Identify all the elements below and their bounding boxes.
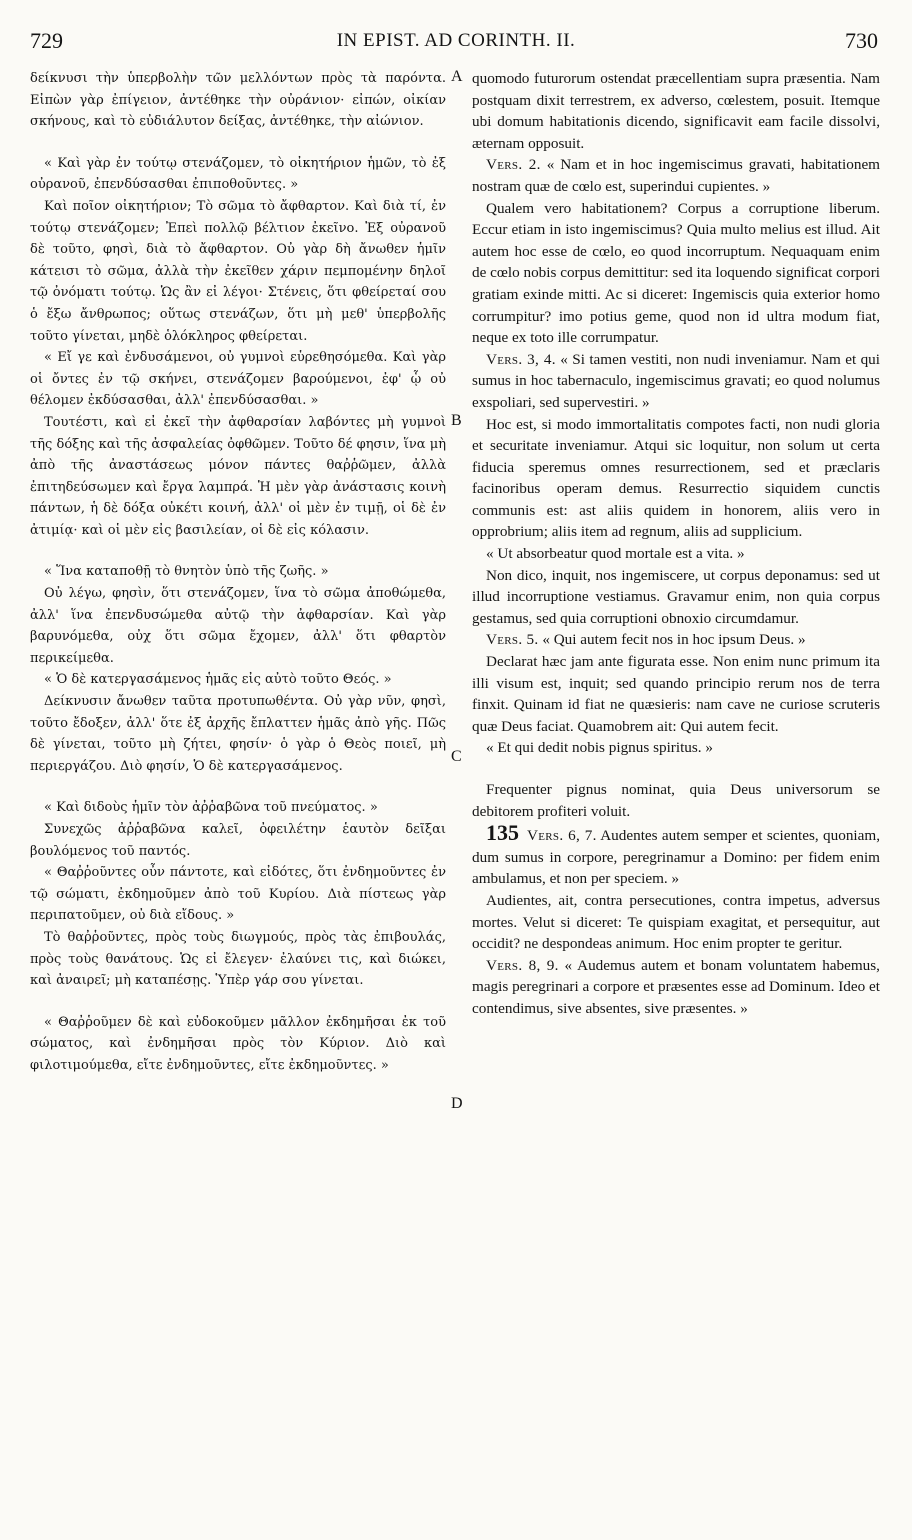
latin-column	[472, 68, 880, 1518]
greek-paragraph: δείκνυσι τὴν ὑπερβολὴν τῶν μελλόντων πρὸς τὰ παρόντα. Εἰπὼν γὰρ ἐπίγειον, ἀντέθηκε τὴν οὐράνιον· εἰπών, οἰκίαν σκήνους, καὶ τὸ εὐδιάλυτον δείξας, ἀντέθηκε, τὴν αἰώνιον.	[30, 71, 446, 130]
greek-scripture-quote: « Θαῤῥοῦμεν δὲ καὶ εὐδοκοῦμεν μᾶλλον ἐκδημῆσαι ἐκ τοῦ σώματος, καὶ ἐνδημῆσαι πρὸς τὸν Κύριον. Διὸ καὶ φιλοτιμούμεθα, εἴτε ἐνδημοῦντες, εἴτε ἐκδημοῦντες. »	[30, 1014, 446, 1073]
latin-verse-2	[472, 154, 880, 197]
greek-paragraph: Συνεχῶς ἀῤῥαβῶνα καλεῖ, ὀφειλέτην ἑαυτὸν δεῖξαι βουλόμενος τοῦ παντός.	[30, 822, 446, 859]
verse-label: Vers. 3, 4.	[486, 350, 556, 368]
verse-text: « Si tamen vestiti, non nudi inveniamur. Nam et qui sumus in hoc tabernaculo, ingemiscimus gravati; eo quod nolumus exspoliari, sed supervestiri. »	[472, 350, 880, 411]
verse-label: Vers. 5.	[486, 631, 539, 649]
running-title: IN EPIST. AD CORINTH. II.	[336, 30, 576, 51]
verse-label: Vers. 8, 9.	[486, 956, 559, 974]
latin-paragraph: quomodo futurorum ostendat præcellentiam supra præsentia. Nam postquam dixit terrestrem, ex adverso, cœlestem, posuit. Itemque ubi domum habitationis dicendo, significavit eam facile dissolvi, æternam opposuit.	[472, 70, 880, 152]
latin-paragraph: Hoc est, si modo immortalitatis compotes facti, non nudi gloria et securitate inveniamur. Atqui sic loquitur, non solum ut certa fiducia speremus omnes resurrectionem, sed et præclaris facinoribus operam demus. Resurrectio siquidem cunctis communis est: ast aliis quidem in honorem, aliis vero in opprobrium; aliis item ad regnum, aliis ad supplicium.	[472, 415, 880, 541]
verse-text: « Nam et in hoc ingemiscimus gravati, habitationem nostram quæ de cœlo est, superindui cupientes. »	[472, 156, 880, 195]
greek-paragraph: Οὐ λέγω, φησὶν, ὅτι στενάζομεν, ἵνα τὸ σῶμα ἀποθώμεθα, ἀλλ' ἵνα ἐπενδυσώμεθα αὐτῷ τὴν ἀφθαρσίαν. Καὶ γὰρ βαρυνόμεθα, οὐχ ὅτι σῶμα ἔχομεν, ἀλλ' ὅτι φθαρτὸν περικείμεθα.	[30, 586, 446, 666]
verse-label: Vers. 2.	[486, 156, 541, 174]
latin-paragraph: Audientes, ait, contra persecutiones, contra impetus, adversus mortes. Velut si diceret: Te quispiam exagitat, et persequitur, aut occidit? ne despondeas animum. Hoc enim propter te geritur.	[472, 891, 880, 953]
latin-paragraph: Qualem vero habitationem? Corpus a corruptione liberum. Eccur etiam in isto ingemiscimus? Quia multo melius est illud. Ait autem hoc esse de cœlo, eo quod incorruptum. Nequaquam enim de cœlo nobis corpus demittitur: sed ita loquendo significat corpori gratiam exinde mitti. Ac si diceret: Ingemiscis quia exterior homo corrumpitur? imo potius geme, quod non id ultra modum fiat, neque ex toto ille corrumpatur.	[472, 199, 880, 347]
greek-scripture-quote: « Εἴ γε καὶ ἐνδυσάμενοι, οὐ γυμνοὶ εὑρεθησόμεθα. Καὶ γὰρ οἱ ὄντες ἐν τῷ σκήνει, στενάζομεν βαρούμενοι, ἐφ' ᾧ οὐ θέλομεν ἐκδύσασθαι, ἀλλ' ἐπενδύσασθαι. »	[30, 350, 446, 409]
latin-paragraph: Non dico, inquit, nos ingemiscere, ut corpus deponamus: sed ut illud incorruptione vestiamus. Gravamur enim, non quia corpus gestamus, sed quia corruptioni obnoxio circumdamur.	[472, 566, 880, 627]
greek-scripture-quote: « Θαῤῥοῦντες οὖν πάντοτε, καὶ εἰδότες, ὅτι ἐνδημοῦντες ἐν τῷ σώματι, ἐκδημοῦμεν ἀπὸ τοῦ Κυρίου. Διὰ πίστεως γὰρ περιπατοῦμεν, οὐ διὰ εἴδους. »	[30, 865, 446, 924]
greek-scripture-quote: « Ὁ δὲ κατεργασάμενος ἡμᾶς εἰς αὐτὸ τοῦτο Θεός. »	[44, 672, 392, 688]
latin-paragraph: Frequenter pignus nominat, quia Deus universorum se debitorem profiteri voluit.	[472, 781, 880, 820]
greek-paragraph: Τουτέστι, καὶ εἰ ἐκεῖ τὴν ἀφθαρσίαν λαβόντες μὴ γυμνοὶ τῆς δόξης καὶ τῆς ἀσφαλείας ὀφθῶμεν. Τοῦτο δέ φησιν, ἵνα μὴ ἀπὸ τῆς ἀναστάσεως μόνον πάντες θαῤῥῶμεν, ἀλλὰ ἐπιτηδεύσωμεν καὶ ἔργα λαμπρά. Ἡ μὲν γὰρ ἀνάστασις κοινὴ πάντων, ἡ δὲ δόξα οὐκέτι κοινή, ἀλλ' οἱ μὲν ἐν τιμῇ, οἱ δὲ ἐν ἀτιμίᾳ· καὶ οἱ μὲν εἰς βασιλείαν, οἱ δὲ εἰς κόλασιν.	[30, 414, 446, 538]
greek-column	[30, 68, 446, 1518]
column-number: 135	[486, 820, 519, 846]
verse-text: « Qui autem fecit nos in hoc ipsum Deus. »	[538, 631, 806, 649]
latin-verse-6-7	[472, 822, 880, 890]
section-marker-c: C	[451, 748, 462, 765]
greek-paragraph: Δείκνυσιν ἄνωθεν ταῦτα προτυπωθέντα. Οὐ γὰρ νῦν, φησὶ, τοῦτο ἔδοξεν, ἀλλ' ὅτε ἐξ ἀρχῆς ἔπλαττεν ἡμᾶς ἀπὸ γῆς. Πῶς δὲ γίνεται, τοῦτο μὴ ζήτει, φησίν· ὁ γὰρ ὁ Θεὸς ποιεῖ, μὴ περιεργάζου. Διὸ φησίν, Ὁ δὲ κατεργασάμενος.	[30, 694, 446, 774]
greek-scripture-quote: « Καὶ γὰρ ἐν τούτῳ στενάζομεν, τὸ οἰκητήριον ἡμῶν, τὸ ἐξ οὐρανοῦ, ἐπενδύσασθαι ἐπιποθοῦντες. »	[30, 155, 446, 193]
verse-text: Audentes autem semper et scientes, quoniam, dum sumus in corpore, peregrinamur a Domino: per fidem enim ambulamus, et non per speciem. »	[472, 827, 880, 888]
section-marker-d: D	[451, 1095, 463, 1112]
greek-paragraph: Καὶ ποῖον οἰκητήριον; Τὸ σῶμα τὸ ἄφθαρτον. Καὶ διὰ τί, ἐν τούτῳ στενάζομεν; Ἐπεὶ πολλῷ βέλτιον ἐκεῖνο. Ἐξ οὐρανοῦ δὲ τοῦτο, φησὶ, διὰ τὸ ἄφθαρτον. Οὐ γὰρ δὴ ἄνωθεν ἡμῖν κάτεισι τὸ σῶμα, ἀλλὰ τὴν ἐκεῖθεν χάριν πεμπομένην δηλοῖ τῷ ὀνόματι τούτῳ. Ὡς ἂν εἰ λέγοι· Στένεις, ὅτι φθείρεταί σου ὁ ἔξω ἄνθρωπος; οὕτως στενάζων, ὅτι μὴ μεθ' ὑπερβολῆς τοῦτο γίνεται, μηδὲ ὁλόκληρος φθείρεται.	[30, 198, 446, 344]
greek-scripture-quote: « Καὶ διδοὺς ἡμῖν τὸν ἀῤῥαβῶνα τοῦ πνεύματος. »	[44, 800, 378, 816]
page-number-left: 729	[30, 28, 63, 53]
verse-label: Vers. 6, 7.	[527, 827, 597, 845]
page-number-right: 730	[845, 28, 878, 53]
page-header	[0, 28, 912, 56]
latin-verse-5	[472, 629, 880, 651]
latin-verse-3-4	[472, 349, 880, 414]
latin-scripture-quote: « Ut absorbeatur quod mortale est a vita. »	[486, 545, 745, 563]
greek-paragraph: Τὸ θαῤῥοῦντες, πρὸς τοὺς διωγμούς, πρὸς τὰς ἐπιβουλάς, πρὸς τοὺς θανάτους. Ὡς εἰ ἔλεγεν· ἐλαύνει τις, καὶ διώκει, καὶ ἀναιρεῖ; μὴ καταπέσῃς. Ὑπὲρ γάρ σου γίνεται.	[30, 929, 446, 989]
section-marker-a: A	[451, 68, 463, 85]
latin-verse-8-9	[472, 955, 880, 1020]
latin-paragraph: Declarat hæc jam ante figurata esse. Non enim nunc primum ita illi visum est, inquit; sed quando principio rerum nos de terra finxit. Quinam id fiat ne quæsieris: nam cave ne curiose scruteris quæ Deus faciat. Quamobrem ait: Qui autem fecit.	[472, 653, 880, 735]
verse-text: « Audemus autem et bonam voluntatem habemus, magis peregrinari a corpore et præsentes esse ad Dominum. Ideo et contendimus, sive absentes, sive præsentes. »	[472, 956, 880, 1017]
section-marker-b: B	[451, 412, 462, 429]
greek-scripture-quote: « Ἵνα καταποθῇ τὸ θνητὸν ὑπὸ τῆς ζωῆς. »	[44, 564, 329, 580]
latin-scripture-quote: « Et qui dedit nobis pignus spiritus. »	[486, 739, 713, 757]
